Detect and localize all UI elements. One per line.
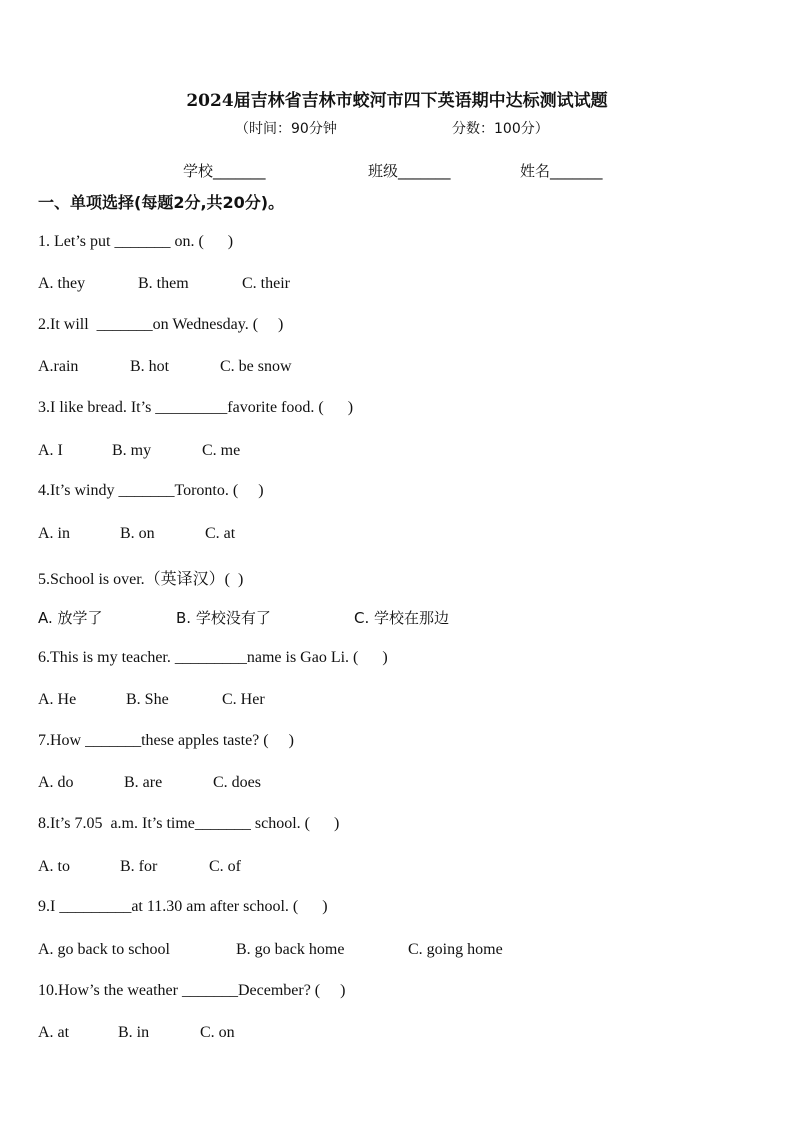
question-stem: 2.It will _______on Wednesday. ( ) [38, 316, 284, 333]
option-c: C. does [213, 774, 261, 791]
option-a: A. do [38, 774, 74, 791]
question-options [38, 858, 241, 876]
question-options [38, 774, 261, 792]
section-heading: 一、单项选择(每题2分,共20分)。 [38, 193, 285, 212]
question-stem: 4.It’s windy _______Toronto. ( ) [38, 482, 264, 499]
option-c: C. me [202, 442, 241, 459]
option-c: C. be snow [220, 358, 292, 375]
question-stem: 3.I like bread. It’s _________favorite food. ( ) [38, 399, 354, 416]
option-c: C. on [200, 1024, 235, 1041]
exam-title: 2024届吉林省吉林市蛟河市四下英语期中达标测试试题 [186, 91, 608, 111]
option-c: C. Her [222, 691, 265, 708]
question-options [38, 941, 503, 959]
option-a: A. go back to school [38, 941, 170, 958]
option-b: B. She [126, 691, 169, 708]
option-a: A. to [38, 858, 70, 875]
question-stem: 8.It’s 7.05 a.m. It’s time_______ school. ( ) [38, 815, 340, 832]
option-c: C. at [205, 525, 236, 542]
question-stem: 10.How’s the weather _______December? ( ) [38, 982, 346, 999]
option-b: B. for [120, 858, 158, 875]
question-options [38, 442, 240, 460]
option-b: B. are [124, 774, 163, 791]
option-a: A. at [38, 1024, 70, 1041]
option-a: A. I [38, 442, 63, 459]
question-stem: 6.This is my teacher. _________name is Gao Li. ( ) [38, 649, 388, 666]
option-b: B. on [120, 525, 155, 542]
option-c: C. their [242, 275, 290, 292]
option-b: B. 学校没有了 [176, 609, 271, 627]
question-stem: 1. Let’s put _______ on. ( ) [38, 233, 234, 250]
option-a: A. He [38, 691, 77, 708]
name-field: 姓名_______ [520, 162, 603, 180]
option-b: B. go back home [236, 941, 345, 958]
option-a: A. in [38, 525, 70, 542]
question-options [38, 691, 265, 709]
exam-time: （时间：90分钟 [235, 121, 337, 137]
option-c: C. of [209, 858, 241, 875]
option-c: C. going home [408, 941, 503, 958]
class-field: 班级_______ [368, 162, 451, 180]
option-b: B. my [112, 442, 152, 459]
question-options [38, 275, 290, 293]
question-options [38, 1024, 235, 1042]
option-c: C. 学校在那边 [354, 609, 450, 627]
option-a: A. 放学了 [38, 609, 103, 627]
exam-score: 分数：100分） [452, 121, 549, 137]
option-b: B. hot [130, 358, 170, 375]
option-a: A. they [38, 275, 86, 292]
question-options [38, 607, 449, 628]
question-stem: 5.School is over.（英译汉）( ) [38, 571, 244, 588]
question-options [38, 525, 235, 543]
school-field: 学校_______ [183, 162, 266, 180]
question-stem: 9.I _________at 11.30 am after school. ( ) [38, 898, 328, 915]
option-a: A.rain [38, 358, 79, 375]
option-b: B. them [138, 275, 189, 292]
option-b: B. in [118, 1024, 150, 1041]
question-options [38, 358, 292, 376]
question-stem: 7.How _______these apples taste? ( ) [38, 732, 294, 749]
